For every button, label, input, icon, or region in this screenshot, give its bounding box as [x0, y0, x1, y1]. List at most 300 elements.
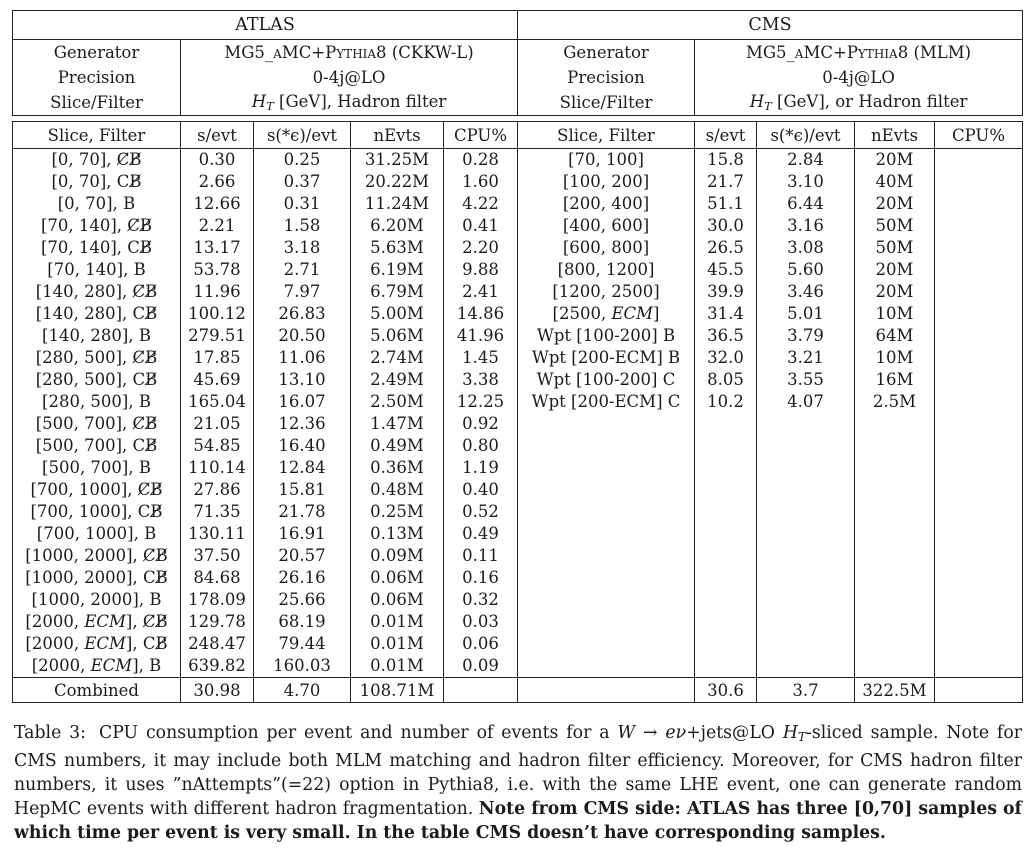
caption-math-w: W → eν — [617, 723, 687, 743]
value-cell: 279.51 — [181, 325, 254, 347]
value-cell: 2.5M — [855, 391, 935, 413]
cms-precision-value: 0-4j@LO — [822, 68, 895, 87]
atlas-slice-filter-label: Slice/Filter — [13, 90, 181, 116]
value-cell: 2.41 — [444, 281, 518, 303]
table-row — [13, 303, 1023, 325]
value-cell — [935, 259, 1023, 281]
value-cell: 639.82 — [181, 655, 254, 678]
table-row — [13, 545, 1023, 567]
value-cell: 0.36M — [351, 457, 444, 479]
value-cell: 3.38 — [444, 369, 518, 391]
value-cell — [695, 501, 757, 523]
combined-row — [13, 678, 1023, 703]
value-cell: 5.60 — [757, 259, 855, 281]
value-cell: 1.19 — [444, 457, 518, 479]
atlas-slice-cell: [0, 70], B — [57, 194, 136, 213]
cms-col-cpu-pct: CPU% — [935, 122, 1023, 149]
value-cell: 0.40 — [444, 479, 518, 501]
value-cell: 0.06M — [351, 589, 444, 611]
value-cell — [935, 303, 1023, 325]
cms-slice-cell: [2500, ECM] — [518, 303, 695, 325]
value-cell: 10.2 — [695, 391, 757, 413]
atlas-combined-nevts: 108.71M — [351, 678, 444, 703]
value-cell — [935, 325, 1023, 347]
column-header-row — [13, 122, 1023, 149]
value-cell: 12.84 — [254, 457, 351, 479]
value-cell — [855, 655, 935, 678]
atlas-slice-cell: [1000, 2000], CB̸ — [25, 568, 168, 587]
value-cell: 2.21 — [181, 215, 254, 237]
cms-slice-cell — [518, 611, 695, 633]
value-cell — [935, 457, 1023, 479]
cms-slice-cell: [1200, 2500] — [518, 281, 695, 303]
value-cell: 2.49M — [351, 369, 444, 391]
value-cell: 3.18 — [254, 237, 351, 259]
value-cell: 16.91 — [254, 523, 351, 545]
value-cell — [855, 567, 935, 589]
value-cell — [855, 457, 935, 479]
value-cell: 0.01M — [351, 611, 444, 633]
caption-rest: -sliced sample. Note for CMS numbers, it may include both MLM matching and hadron filter efficiency. Moreover, for CMS hadron filter numbers, it uses ”nAttempts”(=22) option in Pythia8, i.e. with the same LHE event, one can generate random HepMC events with different hadron fragmentation. — [14, 723, 1022, 820]
atlas-generator-value: MG5_aMC+Pythia8 (CKKW-L) — [181, 40, 518, 66]
atlas-col-nevts: nEvts — [351, 122, 444, 149]
value-cell: 12.36 — [254, 413, 351, 435]
value-cell: 54.85 — [181, 435, 254, 457]
cms-col-s-eps-per-evt: s(*ϵ)/evt — [757, 122, 855, 149]
slice-filter-row — [13, 90, 1023, 116]
table-row — [13, 149, 1023, 172]
cms-slice-cell — [518, 501, 695, 523]
caption-bold-note: Note from CMS side: ATLAS has three [0,70] samples of which time per event is very small. In the table CMS doesn’t have corresponding samples. — [14, 799, 1022, 844]
value-cell: 71.35 — [181, 501, 254, 523]
value-cell: 6.19M — [351, 259, 444, 281]
atlas-precision-value: 0-4j@LO — [181, 65, 518, 90]
value-cell — [935, 369, 1023, 391]
value-cell: 15.8 — [695, 149, 757, 172]
value-cell: 110.14 — [181, 457, 254, 479]
value-cell: 0.28 — [444, 149, 518, 172]
value-cell — [935, 479, 1023, 501]
value-cell: 50M — [855, 237, 935, 259]
cms-combined-label — [518, 678, 695, 703]
value-cell: 12.66 — [181, 193, 254, 215]
value-cell — [695, 611, 757, 633]
value-cell: 31.4 — [695, 303, 757, 325]
table-row — [13, 413, 1023, 435]
value-cell: 5.01 — [757, 303, 855, 325]
atlas-combined-s: 30.98 — [181, 678, 254, 703]
value-cell: 21.78 — [254, 501, 351, 523]
atlas-slice-cell: [0, 70], C̸B̸ — [51, 150, 142, 169]
value-cell: 50M — [855, 215, 935, 237]
value-cell — [757, 589, 855, 611]
atlas-slice-cell: [1000, 2000], B — [31, 590, 162, 609]
value-cell: 36.5 — [695, 325, 757, 347]
value-cell: 9.88 — [444, 259, 518, 281]
value-cell: 53.78 — [181, 259, 254, 281]
value-cell: 8.05 — [695, 369, 757, 391]
value-cell: 10M — [855, 303, 935, 325]
value-cell — [935, 435, 1023, 457]
atlas-col-s-per-evt: s/evt — [181, 122, 254, 149]
value-cell — [935, 413, 1023, 435]
value-cell — [935, 655, 1023, 678]
atlas-slice-cell: [280, 500], C̸B̸ — [35, 348, 158, 367]
value-cell — [935, 149, 1023, 172]
value-cell: 20.50 — [254, 325, 351, 347]
value-cell: 20M — [855, 259, 935, 281]
value-cell: 0.80 — [444, 435, 518, 457]
value-cell: 2.50M — [351, 391, 444, 413]
value-cell: 79.44 — [254, 633, 351, 655]
value-cell: 26.83 — [254, 303, 351, 325]
value-cell — [935, 215, 1023, 237]
value-cell: 3.46 — [757, 281, 855, 303]
cms-combined-s: 30.6 — [695, 678, 757, 703]
value-cell: 0.16 — [444, 567, 518, 589]
value-cell: 13.10 — [254, 369, 351, 391]
atlas-slice-cell: [700, 1000], C̸B̸ — [30, 480, 163, 499]
value-cell: 16M — [855, 369, 935, 391]
atlas-slice-cell: [140, 280], C̸B̸ — [35, 282, 158, 301]
cms-slice-cell — [518, 655, 695, 678]
value-cell — [757, 457, 855, 479]
atlas-slice-cell: [140, 280], B — [42, 326, 151, 345]
cms-slice-cell: [70, 100] — [518, 149, 695, 172]
atlas-slice-cell: [2000, ECM], CB̸ — [25, 634, 168, 653]
atlas-slice-cell: [140, 280], CB̸ — [35, 304, 158, 323]
value-cell — [757, 545, 855, 567]
table-row — [13, 215, 1023, 237]
table-row — [13, 259, 1023, 281]
cms-slice-filter-label: Slice/Filter — [518, 90, 695, 116]
cms-slice-cell — [518, 633, 695, 655]
table-row — [13, 479, 1023, 501]
cpu-consumption-table — [12, 121, 1023, 703]
cms-slice-cell: [200, 400] — [518, 193, 695, 215]
value-cell — [695, 589, 757, 611]
value-cell: 3.21 — [757, 347, 855, 369]
value-cell: 16.40 — [254, 435, 351, 457]
value-cell: 0.09M — [351, 545, 444, 567]
table-row — [13, 567, 1023, 589]
value-cell: 15.81 — [254, 479, 351, 501]
atlas-col-s-eps-per-evt: s(*ϵ)/evt — [254, 122, 351, 149]
value-cell — [695, 567, 757, 589]
value-cell: 16.07 — [254, 391, 351, 413]
atlas-slice-cell: [0, 70], CB̸ — [51, 172, 142, 191]
value-cell: 12.25 — [444, 391, 518, 413]
atlas-slice-cell: [280, 500], CB̸ — [35, 370, 158, 389]
value-cell: 26.16 — [254, 567, 351, 589]
atlas-slice-cell: [500, 700], CB̸ — [35, 436, 158, 455]
value-cell: 5.00M — [351, 303, 444, 325]
value-cell: 41.96 — [444, 325, 518, 347]
value-cell: 0.13M — [351, 523, 444, 545]
atlas-slice-cell: [70, 140], B — [47, 260, 146, 279]
cms-slice-cell — [518, 457, 695, 479]
value-cell — [935, 545, 1023, 567]
cms-combined-s-eps: 3.7 — [757, 678, 855, 703]
value-cell — [855, 589, 935, 611]
value-cell: 0.11 — [444, 545, 518, 567]
value-cell: 0.25M — [351, 501, 444, 523]
value-cell: 0.09 — [444, 655, 518, 678]
cms-slice-filter-value: $H_T$ [GeV], or Hadron filter — [749, 92, 968, 113]
value-cell — [935, 391, 1023, 413]
value-cell: 10M — [855, 347, 935, 369]
atlas-slice-cell: [2000, ECM], C̸B̸ — [25, 612, 168, 631]
value-cell: 68.19 — [254, 611, 351, 633]
value-cell: 0.49M — [351, 435, 444, 457]
value-cell — [855, 479, 935, 501]
value-cell — [935, 523, 1023, 545]
cms-slice-cell — [518, 435, 695, 457]
value-cell: 0.06 — [444, 633, 518, 655]
cms-slice-cell: [800, 1200] — [518, 259, 695, 281]
value-cell: 5.63M — [351, 237, 444, 259]
value-cell — [855, 435, 935, 457]
table-caption — [14, 721, 1022, 845]
experiment-title-row — [13, 11, 1023, 40]
value-cell: 6.44 — [757, 193, 855, 215]
value-cell: 31.25M — [351, 149, 444, 172]
value-cell: 3.55 — [757, 369, 855, 391]
value-cell: 25.66 — [254, 589, 351, 611]
table-row — [13, 237, 1023, 259]
cms-slice-cell — [518, 567, 695, 589]
value-cell — [757, 567, 855, 589]
value-cell — [855, 545, 935, 567]
table-row — [13, 501, 1023, 523]
cms-generator-label: Generator — [518, 40, 695, 66]
cms-slice-cell: Wpt [200-ECM] B — [518, 347, 695, 369]
value-cell: 37.50 — [181, 545, 254, 567]
value-cell: 2.66 — [181, 171, 254, 193]
value-cell: 4.22 — [444, 193, 518, 215]
value-cell: 2.84 — [757, 149, 855, 172]
table-row — [13, 435, 1023, 457]
value-cell — [757, 501, 855, 523]
value-cell: 17.85 — [181, 347, 254, 369]
value-cell — [855, 633, 935, 655]
value-cell: 40M — [855, 171, 935, 193]
atlas-slice-cell: [1000, 2000], C̸B̸ — [25, 546, 168, 565]
value-cell: 0.25 — [254, 149, 351, 172]
table-row — [13, 171, 1023, 193]
cms-combined-cpu — [935, 678, 1023, 703]
value-cell: 27.86 — [181, 479, 254, 501]
cms-slice-cell: [600, 800] — [518, 237, 695, 259]
cms-col-nevts: nEvts — [855, 122, 935, 149]
value-cell — [695, 655, 757, 678]
value-cell: 26.5 — [695, 237, 757, 259]
value-cell: 6.20M — [351, 215, 444, 237]
table-row — [13, 281, 1023, 303]
atlas-combined-label: Combined — [13, 678, 181, 703]
value-cell: 0.49 — [444, 523, 518, 545]
value-cell — [757, 633, 855, 655]
table-row — [13, 193, 1023, 215]
table-row — [13, 523, 1023, 545]
value-cell: 21.7 — [695, 171, 757, 193]
value-cell: 0.52 — [444, 501, 518, 523]
value-cell: 0.01M — [351, 633, 444, 655]
atlas-slice-cell: [500, 700], B — [42, 458, 151, 477]
value-cell: 11.96 — [181, 281, 254, 303]
value-cell: 30.0 — [695, 215, 757, 237]
value-cell — [935, 347, 1023, 369]
cms-slice-cell: Wpt [100-200] B — [518, 325, 695, 347]
value-cell — [855, 523, 935, 545]
value-cell — [935, 171, 1023, 193]
value-cell — [757, 523, 855, 545]
value-cell — [935, 567, 1023, 589]
value-cell: 0.37 — [254, 171, 351, 193]
table-row — [13, 369, 1023, 391]
value-cell: 165.04 — [181, 391, 254, 413]
atlas-precision-label: Precision — [13, 65, 181, 90]
value-cell — [935, 501, 1023, 523]
value-cell: 0.01M — [351, 655, 444, 678]
value-cell: 2.20 — [444, 237, 518, 259]
caption-ht-sub: T — [797, 730, 806, 745]
cms-slice-cell: [400, 600] — [518, 215, 695, 237]
value-cell: 20M — [855, 193, 935, 215]
value-cell — [757, 413, 855, 435]
cms-slice-cell — [518, 545, 695, 567]
table-row — [13, 457, 1023, 479]
value-cell: 84.68 — [181, 567, 254, 589]
value-cell: 248.47 — [181, 633, 254, 655]
atlas-slice-cell: [280, 500], B — [42, 392, 151, 411]
caption-jets: +jets@LO — [686, 723, 783, 743]
value-cell: 20.22M — [351, 171, 444, 193]
value-cell: 1.58 — [254, 215, 351, 237]
value-cell — [757, 655, 855, 678]
table-row — [13, 589, 1023, 611]
value-cell — [935, 281, 1023, 303]
value-cell — [935, 589, 1023, 611]
value-cell: 11.06 — [254, 347, 351, 369]
value-cell: 1.60 — [444, 171, 518, 193]
value-cell: 11.24M — [351, 193, 444, 215]
value-cell — [935, 611, 1023, 633]
value-cell: 0.92 — [444, 413, 518, 435]
value-cell: 13.17 — [181, 237, 254, 259]
value-cell: 129.78 — [181, 611, 254, 633]
cms-slice-cell — [518, 413, 695, 435]
value-cell: 0.31 — [254, 193, 351, 215]
value-cell: 0.32 — [444, 589, 518, 611]
cms-title: CMS — [518, 11, 1023, 40]
value-cell — [695, 545, 757, 567]
table-row — [13, 655, 1023, 678]
value-cell: 20M — [855, 281, 935, 303]
value-cell: 51.1 — [695, 193, 757, 215]
table-row — [13, 611, 1023, 633]
value-cell — [695, 479, 757, 501]
atlas-slice-cell: [2000, ECM], B — [31, 656, 162, 675]
value-cell: 3.16 — [757, 215, 855, 237]
caption-label: Table 3: — [14, 723, 86, 743]
cms-slice-cell — [518, 479, 695, 501]
cms-slice-cell: Wpt [200-ECM] C — [518, 391, 695, 413]
value-cell — [757, 611, 855, 633]
cms-precision-label: Precision — [518, 65, 695, 90]
value-cell: 64M — [855, 325, 935, 347]
atlas-slice-cell: [70, 140], CB̸ — [40, 238, 153, 257]
atlas-slice-cell: [70, 140], C̸B̸ — [40, 216, 153, 235]
generator-row — [13, 40, 1023, 66]
value-cell: 45.69 — [181, 369, 254, 391]
cms-generator-value: MG5_aMC+Pythia8 (MLM) — [745, 43, 972, 62]
value-cell — [695, 633, 757, 655]
cms-col-s-per-evt: s/evt — [695, 122, 757, 149]
value-cell — [695, 523, 757, 545]
cms-combined-nevts: 322.5M — [855, 678, 935, 703]
atlas-slice-cell: [700, 1000], B — [36, 524, 157, 543]
value-cell — [757, 479, 855, 501]
value-cell — [757, 435, 855, 457]
value-cell: 45.5 — [695, 259, 757, 281]
value-cell — [855, 611, 935, 633]
cms-slice-cell — [518, 523, 695, 545]
atlas-combined-cpu — [444, 678, 518, 703]
value-cell — [855, 501, 935, 523]
value-cell: 5.06M — [351, 325, 444, 347]
value-cell: 130.11 — [181, 523, 254, 545]
value-cell — [855, 413, 935, 435]
atlas-col-slice-filter: Slice, Filter — [13, 122, 181, 149]
atlas-col-cpu-pct: CPU% — [444, 122, 518, 149]
value-cell: 6.79M — [351, 281, 444, 303]
value-cell: 20.57 — [254, 545, 351, 567]
value-cell: 0.30 — [181, 149, 254, 172]
atlas-title: ATLAS — [13, 11, 518, 40]
table-row — [13, 633, 1023, 655]
value-cell: 0.03 — [444, 611, 518, 633]
experiment-header-table — [12, 10, 1023, 116]
cms-col-slice-filter: Slice, Filter — [518, 122, 695, 149]
value-cell: 2.74M — [351, 347, 444, 369]
caption-intro: CPU consumption per event and number of events for a — [99, 723, 618, 743]
atlas-generator-label: Generator — [13, 40, 181, 66]
caption-ht: H — [782, 723, 798, 743]
value-cell: 0.41 — [444, 215, 518, 237]
value-cell: 2.71 — [254, 259, 351, 281]
cms-slice-cell: Wpt [100-200] C — [518, 369, 695, 391]
cms-slice-cell: [100, 200] — [518, 171, 695, 193]
value-cell: 3.10 — [757, 171, 855, 193]
value-cell: 160.03 — [254, 655, 351, 678]
value-cell — [695, 457, 757, 479]
value-cell: 3.79 — [757, 325, 855, 347]
value-cell: 0.48M — [351, 479, 444, 501]
table-body — [13, 149, 1023, 678]
table-row — [13, 347, 1023, 369]
value-cell: 14.86 — [444, 303, 518, 325]
atlas-slice-cell: [500, 700], C̸B̸ — [35, 414, 158, 433]
value-cell: 178.09 — [181, 589, 254, 611]
value-cell — [695, 413, 757, 435]
value-cell: 1.47M — [351, 413, 444, 435]
value-cell — [695, 435, 757, 457]
value-cell: 4.07 — [757, 391, 855, 413]
cms-slice-cell — [518, 589, 695, 611]
value-cell: 32.0 — [695, 347, 757, 369]
table-row — [13, 325, 1023, 347]
